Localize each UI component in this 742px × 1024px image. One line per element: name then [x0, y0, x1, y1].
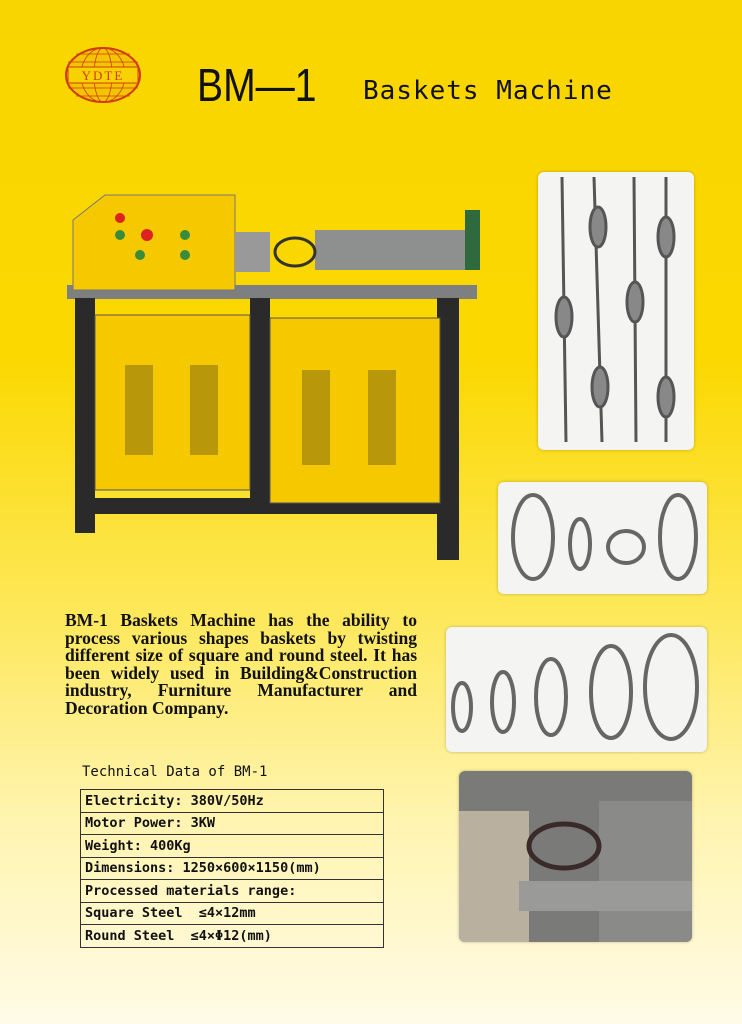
- spec-row: Processed materials range:: [81, 880, 384, 903]
- spec-row: Dimensions: 1250×600×1150(mm): [81, 857, 384, 880]
- ydte-logo: [63, 46, 143, 104]
- svg-text:YDTE: YDTE: [81, 68, 125, 83]
- spec-row: Electricity: 380V/50Hz: [81, 790, 384, 813]
- machine-image: [65, 180, 480, 565]
- technical-data-table: [80, 789, 384, 948]
- spec-row: Motor Power: 3KW: [81, 812, 384, 835]
- basket-bars-photo: [538, 172, 694, 450]
- spec-row: Round Steel ≤4×Φ12(mm): [81, 925, 384, 948]
- spec-row: Square Steel ≤4×12mm: [81, 902, 384, 925]
- machine-closeup-photo: [459, 771, 692, 942]
- model-title: BM—1: [197, 59, 317, 111]
- product-name: Baskets Machine: [363, 76, 613, 106]
- baskets-photo-1: [498, 482, 707, 594]
- baskets-photo-2: [446, 627, 707, 752]
- technical-data-title: Technical Data of BM-1: [82, 764, 268, 780]
- spec-row: Weight: 400Kg: [81, 835, 384, 858]
- product-description: BM-1 Baskets Machine has the ability to process various shapes baskets by twisting different size of square and round steel. It has been widely used in Building&Construction industry, Furniture Manufacturer and Decoration Company.: [65, 610, 417, 718]
